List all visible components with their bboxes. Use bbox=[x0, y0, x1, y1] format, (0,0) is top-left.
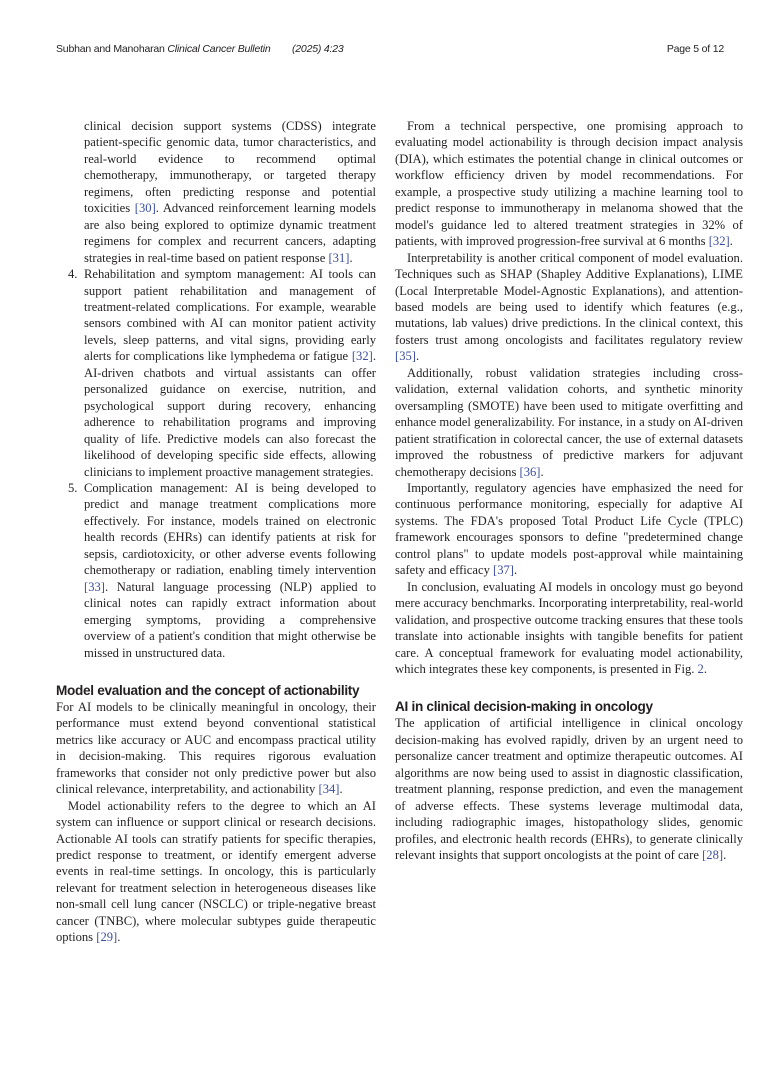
paragraph bbox=[395, 118, 743, 250]
list-item-3-continuation bbox=[56, 118, 376, 266]
paragraph-text: . bbox=[723, 848, 727, 863]
paragraph-text: . bbox=[540, 464, 544, 479]
list-item-text: . Natural language processing (NLP) applied to clinical notes can rapidly extract information about emerging symptoms, providing a comprehensive overview of a patient's condition that might otherwise be missed in unstructured data. bbox=[84, 579, 376, 660]
paragraph bbox=[395, 715, 743, 863]
numbered-list bbox=[56, 266, 376, 661]
paragraph-text: Model actionability refers to the degree to which an AI system can influence or support clinical or research decisions. Actionable AI tools can stratify patients for specific therapies, predict response to treatment, or identify emergent adverse events in real-time settings. In oncology, this is particularly relevant for treatment selection in heterogeneous diseases like non-small cell lung cancer (NSCLC) or triple-negative breast cancer (TNBC), where molecular subtypes guide therapeutic options bbox=[56, 798, 376, 945]
paragraph bbox=[56, 699, 376, 798]
citation-link[interactable]: [37] bbox=[493, 563, 514, 578]
paragraph bbox=[395, 365, 743, 480]
header-authors: Subhan and Manoharan bbox=[56, 43, 165, 55]
list-item-text: . AI-driven chatbots and virtual assistants can offer personalized guidance on exercise, nutrition, and psychological support during recovery, enhancing adherence to rehabilitation programs and improving quality of life. Predictive models can also forecast the likelihood of developing specific side effects, allowing clinicians to implement proactive management strategies. bbox=[84, 349, 376, 479]
paragraph-text: The application of artificial intelligence in clinical oncology decision-making has evolved rapidly, driven by an urgent need to personalize cancer treatment and optimize therapeutic outcomes. AI algorithms are now being used to assist in diagnostic classification, treatment planning, response prediction, and even the management of adverse effects. These systems leverage multimodal data, including radiographic images, histopathology slides, genomic profiles, and electronic health records (EHRs), to generate clinically relevant insights that support oncologists at the point of care bbox=[395, 716, 743, 863]
list-item bbox=[56, 480, 376, 661]
header-citation bbox=[56, 43, 271, 55]
paragraph-text: . bbox=[339, 782, 343, 797]
paragraph-text: In conclusion, evaluating AI models in oncology must go beyond mere accuracy benchmarks. Incorporating interpretability, real-world validation, and prospective outcome tracking ensures that these tools translate into actionable insights with tangible benefits for patient care. A conceptual framework for evaluating model actionability, which integrates these key components, is presented in Fig. bbox=[395, 579, 743, 676]
paragraph bbox=[395, 480, 743, 579]
citation-link[interactable]: [36] bbox=[519, 464, 541, 479]
paragraph-text: For AI models to be clinically meaningful in oncology, their performance must extend beyond conventional statistical metrics like accuracy or AUC and encompass practical utility in decision-making. This requires rigorous evaluation frameworks that consider not only predictive power but also clinical relevance, interpretability, and actionability bbox=[56, 699, 376, 797]
citation-link[interactable]: [30] bbox=[134, 201, 156, 216]
paragraph bbox=[395, 579, 743, 678]
paragraph-text: . bbox=[117, 930, 121, 945]
paragraph-text: clinical decision support systems (CDSS) integrate patient-specific genomic data, tumor characteristics, and real-world evidence to recommend optimal chemotherapy, immunotherapy, or targeted therapy regimens, often predicting response and potential toxicities bbox=[84, 119, 376, 216]
paragraph-text: . Advanced reinforcement learning models are also being explored to optimize dynamic treatment regimens for complex and recurrent cancers, adapting strategies in real-time based on patient response bbox=[84, 201, 376, 265]
figure-link[interactable]: 2 bbox=[697, 661, 704, 676]
list-item bbox=[56, 266, 376, 480]
list-item-text: Complication management: AI is being developed to predict and manage treatment complications more effectively. For instance, models trained on electronic health records (EHRs) can identify patients at risk for sepsis, cardiotoxicity, or other adverse events following chemotherapy or radiation, enabling timely intervention bbox=[84, 480, 376, 578]
paragraph-text: From a technical perspective, one promising approach to evaluating model actionability is through decision impact analysis (DIA), which estimates the potential change in clinical outcomes or workflow efficiency driven by model recommendations. For example, a prospective study utilizing a machine learning tool to predict response to immunotherapy in melanoma showed that the model's guidance led to altered treatment strategies in 32% of patients, with improved progression-free survival at 6 months bbox=[395, 119, 743, 249]
citation-link[interactable]: [28] bbox=[702, 848, 724, 863]
citation-link[interactable]: [35] bbox=[395, 349, 416, 364]
citation-link[interactable]: [31] bbox=[328, 250, 350, 265]
citation-link[interactable]: [33] bbox=[84, 579, 105, 594]
right-column bbox=[395, 118, 743, 863]
section-heading: AI in clinical decision-making in oncology bbox=[395, 699, 653, 715]
paragraph-text: . bbox=[415, 349, 420, 364]
paragraph-text: . bbox=[514, 563, 518, 578]
paragraph-text: Additionally, robust validation strategies including cross-validation, external validation cohorts, and synthetic minority oversampling (SMOTE) have been used to mitigate overfitting and enhance model generalizability. For instance, in a study on AI-driven patient stratification in colorectal cancer, the use of external datasets improved the robustness of predictive markers for adjuvant chemotherapy decisions bbox=[395, 365, 743, 479]
left-column bbox=[56, 118, 376, 946]
paragraph-text: . bbox=[729, 234, 733, 249]
citation-link[interactable]: [32] bbox=[351, 349, 373, 364]
citation-link[interactable]: [34] bbox=[318, 782, 340, 797]
header-journal: Clinical Cancer Bulletin bbox=[167, 43, 271, 55]
header-year-volume: (2025) 4:23 bbox=[292, 43, 344, 55]
list-number: 4. bbox=[68, 267, 78, 282]
citation-link[interactable]: [29] bbox=[96, 930, 118, 945]
running-header bbox=[56, 43, 724, 59]
paragraph-text: . bbox=[703, 661, 707, 676]
paragraph bbox=[56, 798, 376, 946]
paragraph-text: . bbox=[349, 250, 353, 265]
citation-link[interactable]: [32] bbox=[708, 234, 730, 249]
list-number: 5. bbox=[68, 480, 78, 495]
paragraph bbox=[395, 250, 743, 365]
paragraph-text: Interpretability is another critical component of model evaluation. Techniques such as SHAP (Shapley Additive Explanations), LIME (Local Interpretable Model-Agnostic Explanations), and attention-based models are being used to identify which features (e.g., mutations, lab values) drive predictions. In the clinical context, this fosters trust among oncologists and facilitates regulatory review bbox=[395, 250, 743, 347]
paragraph-text: Importantly, regulatory agencies have emphasized the need for continuous performance monitoring, especially for adaptive AI systems. The FDA's proposed Total Product Life Cycle (TPLC) framework encourages sponsors to define "predetermined change control plans" to update models post-approval while maintaining safety and efficacy bbox=[395, 480, 743, 578]
list-item-text: Rehabilitation and symptom management: AI tools can support patient rehabilitation and management of treatment-related complications. For example, wearable sensors combined with AI can monitor patient activity levels, sleep patterns, and vital signs, providing early alerts for complications like lymphedema or fatigue bbox=[84, 267, 376, 364]
section-heading: Model evaluation and the concept of actionability bbox=[56, 682, 360, 698]
page-number: Page 5 of 12 bbox=[666, 43, 724, 55]
